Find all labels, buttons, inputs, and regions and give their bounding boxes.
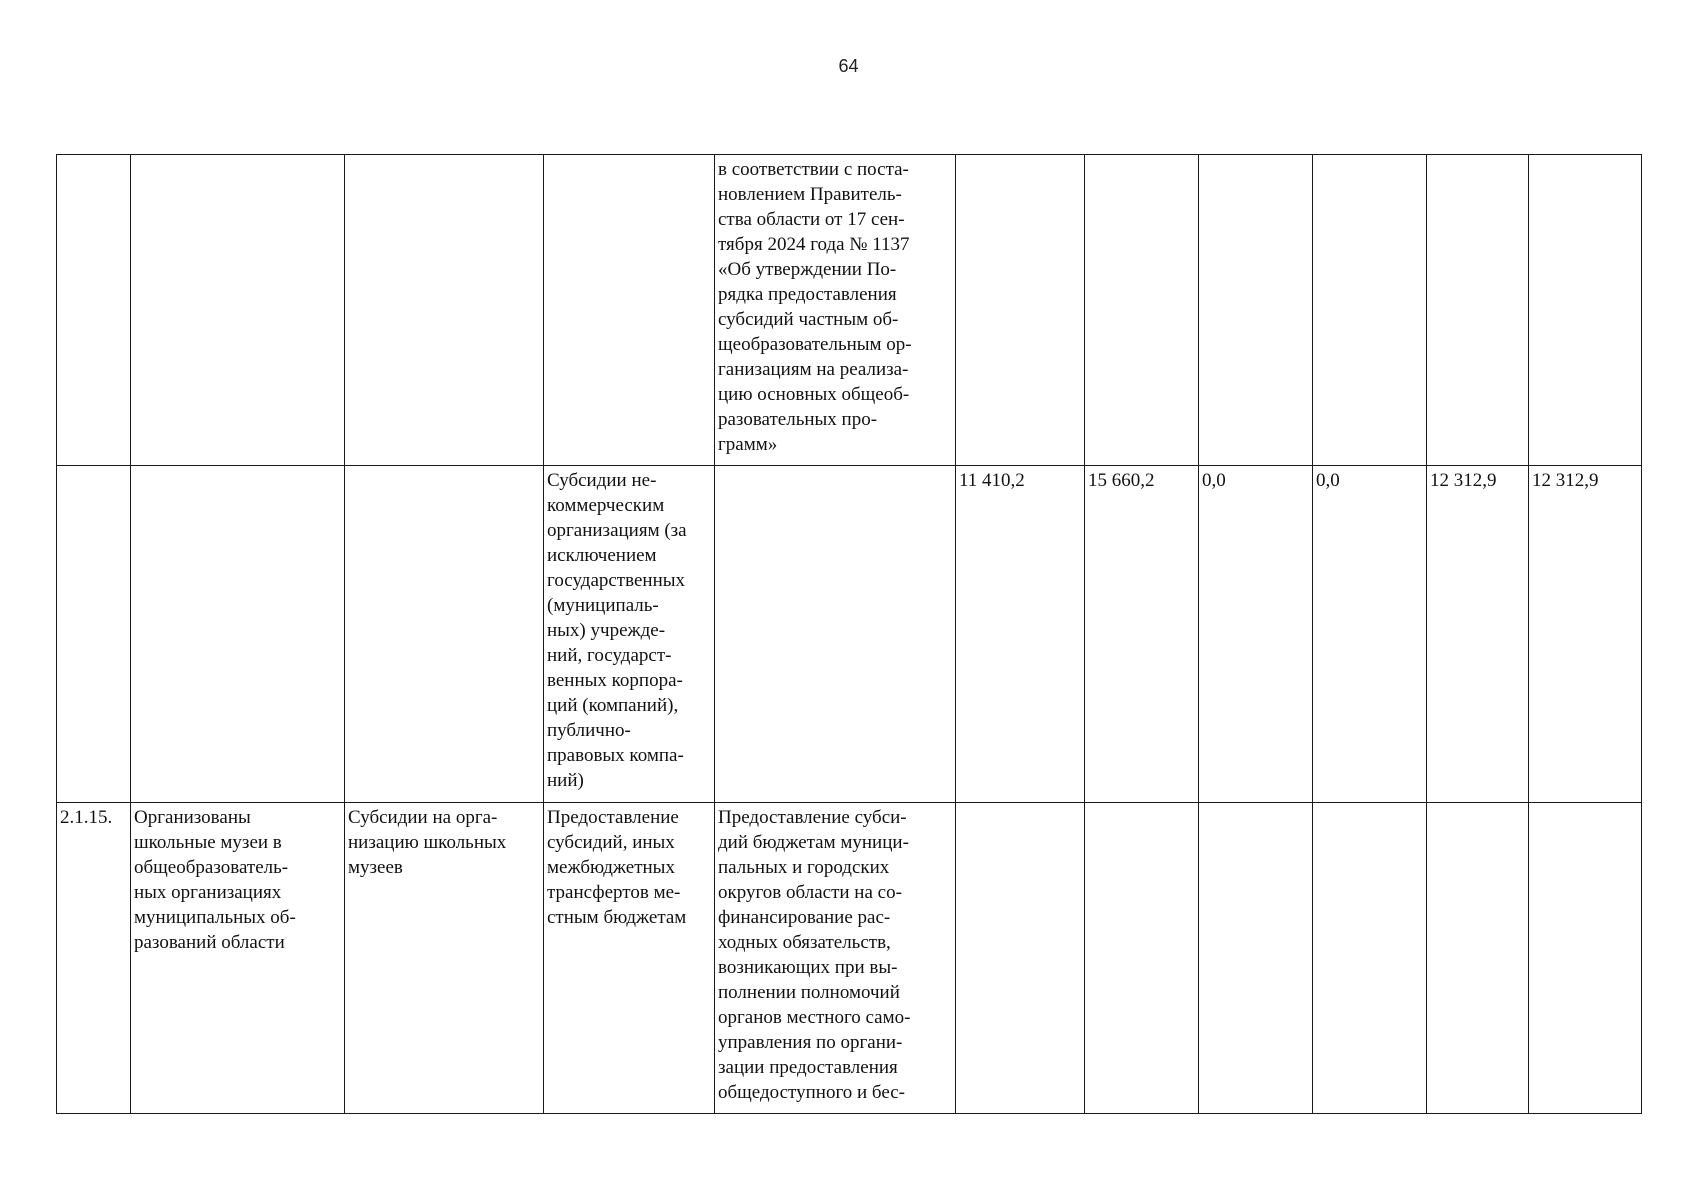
program-measures-table — [56, 154, 1642, 1114]
value-cell: 15 660,2 — [1085, 466, 1199, 803]
value-cell — [1085, 803, 1199, 1114]
value-cell: 12 312,9 — [1427, 466, 1529, 803]
description-cell: в соответствии с поста- новлением Правитель- ства области от 17 сен- тября 2024 года № 1137 «Об утверждении По- рядка предоставления субсидий частным об- щеобразовательным ор- ганизациям на реализа- цию основных общеоб- разовательных про- грамм» — [715, 155, 956, 466]
support-type-cell: Предоставление субсидий, иных межбюджетных трансфертов ме- стным бюджетам — [544, 803, 715, 1114]
description-cell: Предоставление субси- дий бюджетам муници- пальных и городских округов области на со- финансирование рас- ходных обязательств, возникающих при вы- полнении полномочий органов местного само- управления по органи- зации предоставления общедоступного и бес- — [715, 803, 956, 1114]
value-cell — [1529, 155, 1642, 466]
table-row — [57, 155, 1642, 466]
table-row — [57, 466, 1642, 803]
page-number: 64 — [838, 56, 859, 76]
value-cell: 0,0 — [1313, 466, 1427, 803]
support-type-cell: Субсидии не- коммерческим организациям (за исключением государственных (муниципаль- ных) учрежде- ний, государст- венных корпора- ций (компаний), публично- правовых компа- ний) — [544, 466, 715, 803]
value-cell — [956, 803, 1085, 1114]
measure-cell — [345, 466, 544, 803]
table-row — [57, 803, 1642, 1114]
item-number-cell — [57, 466, 131, 803]
value-cell — [1199, 803, 1313, 1114]
value-cell — [1313, 803, 1427, 1114]
value-cell: 11 410,2 — [956, 466, 1085, 803]
result-cell — [131, 466, 345, 803]
value-cell — [1313, 155, 1427, 466]
value-cell — [1529, 803, 1642, 1114]
value-cell — [956, 155, 1085, 466]
result-cell: Организованы школьные музеи в общеобразователь- ных организациях муниципальных об- разований области — [131, 803, 345, 1114]
value-cell — [1085, 155, 1199, 466]
value-cell: 0,0 — [1199, 466, 1313, 803]
value-cell: 12 312,9 — [1529, 466, 1642, 803]
value-cell — [1199, 155, 1313, 466]
item-number-cell: 2.1.15. — [57, 803, 131, 1114]
item-number-cell — [57, 155, 131, 466]
result-cell — [131, 155, 345, 466]
measure-cell: Субсидии на орга- низацию школьных музеев — [345, 803, 544, 1114]
description-cell — [715, 466, 956, 803]
value-cell — [1427, 155, 1529, 466]
value-cell — [1427, 803, 1529, 1114]
measure-cell — [345, 155, 544, 466]
support-type-cell — [544, 155, 715, 466]
